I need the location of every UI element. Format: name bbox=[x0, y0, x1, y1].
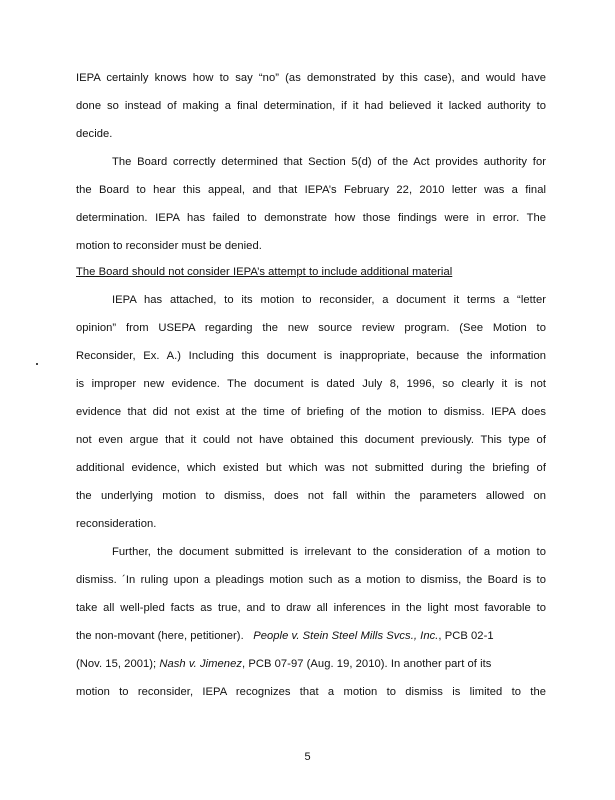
text-line-with-citation bbox=[76, 630, 546, 642]
text-line: done so instead of making a final determination, if it had believed it lacked authority to bbox=[76, 100, 546, 112]
page-number: 5 bbox=[304, 751, 311, 763]
text-line-with-citation bbox=[76, 658, 546, 670]
text-line: motion to reconsider must be denied. bbox=[76, 240, 262, 252]
text-fragment: , PCB 07-97 (Aug. 19, 2010). In another part of its bbox=[242, 658, 492, 670]
text-line: motion to reconsider, IEPA recognizes that a motion to dismiss is limited to the bbox=[76, 686, 546, 698]
text-line: not even argue that it could not have obtained this document previously. This type of bbox=[76, 434, 546, 446]
case-name: People v. Stein Steel Mills Svcs., Inc. bbox=[253, 630, 439, 642]
text-line: determination. IEPA has failed to demonstrate how those findings were in error. The bbox=[76, 212, 546, 224]
text-line: dismiss. ´In ruling upon a pleadings motion such as a motion to dismiss, the Board is to bbox=[76, 574, 546, 586]
text-line: IEPA certainly knows how to say “no” (as demonstrated by this case), and would have bbox=[76, 72, 546, 84]
text-line: is improper new evidence. The document is dated July 8, 1996, so clearly it is not bbox=[76, 378, 546, 390]
text-line: The Board correctly determined that Section 5(d) of the Act provides authority for bbox=[112, 156, 546, 168]
text-fragment: (Nov. 15, 2001); bbox=[76, 658, 157, 670]
text-fragment: the non-movant (here, petitioner). bbox=[76, 630, 244, 642]
section-heading: The Board should not consider IEPA’s attempt to include additional material bbox=[76, 266, 453, 278]
case-name: Nash v. Jimenez bbox=[159, 658, 242, 670]
text-line: take all well-pled facts as true, and to draw all inferences in the light most favorable to bbox=[76, 602, 546, 614]
text-line: opinion” from USEPA regarding the new source review program. (See Motion to bbox=[76, 322, 546, 334]
case-cite: , PCB 02-1 bbox=[438, 630, 494, 642]
text-line: decide. bbox=[76, 128, 113, 140]
text-line: IEPA has attached, to its motion to reconsider, a document it terms a “letter bbox=[112, 294, 546, 306]
text-line: the underlying motion to dismiss, does not fall within the parameters allowed on bbox=[76, 490, 546, 502]
text-line: the Board to hear this appeal, and that IEPA’s February 22, 2010 letter was a final bbox=[76, 184, 546, 196]
text-line: Reconsider, Ex. A.) Including this document is inappropriate, because the information bbox=[76, 350, 546, 362]
text-line: reconsideration. bbox=[76, 518, 157, 530]
text-line: Further, the document submitted is irrelevant to the consideration of a motion to bbox=[112, 546, 546, 558]
scan-speck bbox=[36, 363, 38, 365]
text-line: additional evidence, which existed but which was not submitted during the briefing of bbox=[76, 462, 546, 474]
text-line: evidence that did not exist at the time of briefing of the motion to dismiss. IEPA does bbox=[76, 406, 546, 418]
